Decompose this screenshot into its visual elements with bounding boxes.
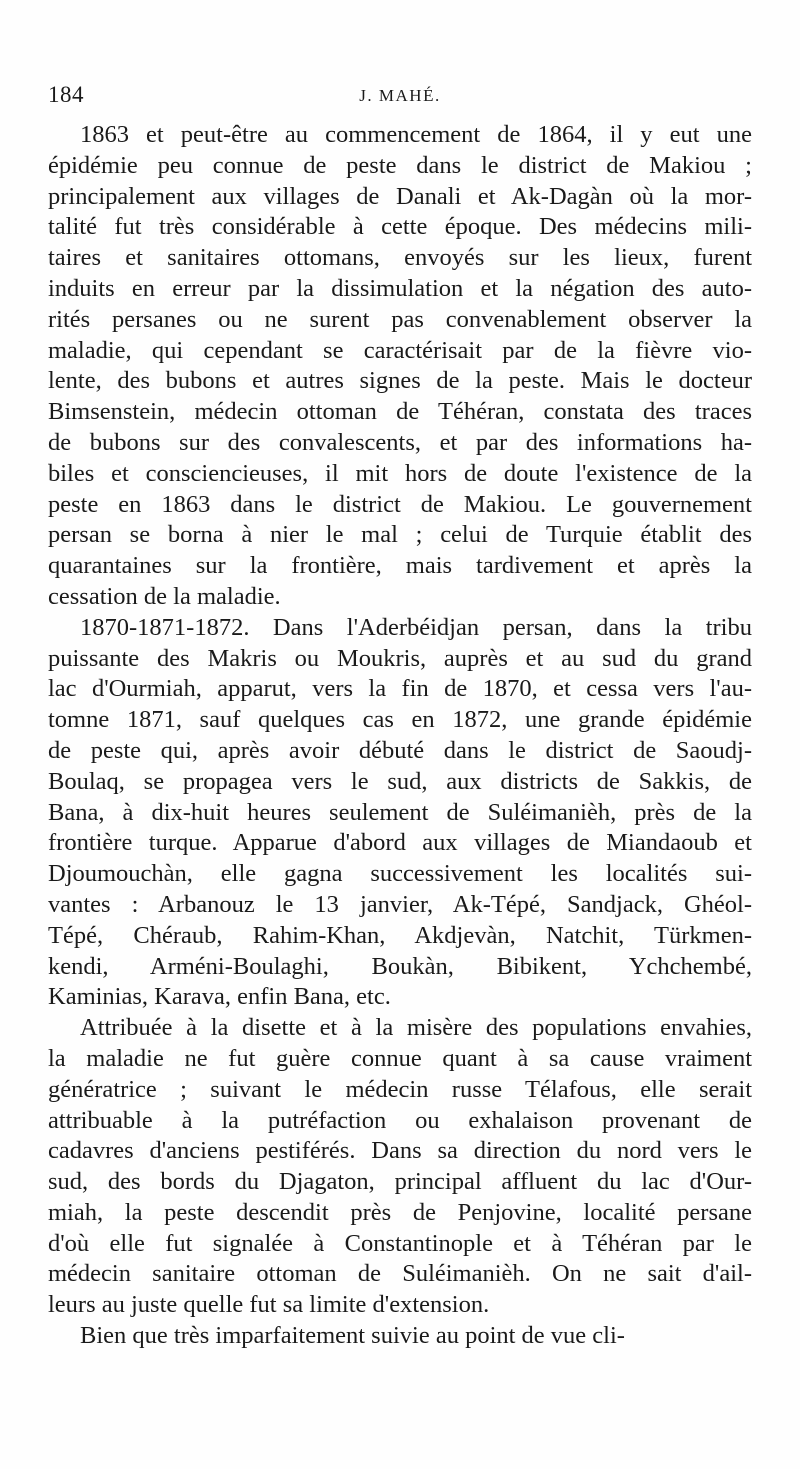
text-line: Djoumouchàn, elle gagna successivement les localités sui- [48, 860, 752, 888]
body-text [48, 120, 752, 1352]
text-line: Bimsenstein, médecin ottoman de Téhéran, constata des traces [48, 398, 752, 426]
text-line: Bana, à dix-huit heures seulement de Suléimanièh, près de la [48, 798, 752, 826]
page-number: 184 [48, 82, 84, 107]
text-line: cadavres d'anciens pestiférés. Dans sa direction du nord vers le [48, 1137, 752, 1165]
text-line: miah, la peste descendit près de Penjovine, localité persane [48, 1198, 752, 1226]
text-line: attribuable à la putréfaction ou exhalaison provenant de [48, 1106, 752, 1134]
text-line: tomne 1871, sauf quelques cas en 1872, une grande épidémie [48, 706, 752, 734]
text-line: peste en 1863 dans le district de Makiou. Le gouvernement [48, 490, 752, 518]
text-line: Tépé, Chéraub, Rahim-Khan, Akdjevàn, Natchit, Türkmen- [48, 921, 752, 949]
text-line: frontière turque. Apparue d'abord aux villages de Miandaoub et [48, 829, 752, 857]
text-line: puissante des Makris ou Moukris, auprès et au sud du grand [48, 644, 752, 672]
text-line: talité fut très considérable à cette époque. Des médecins mili- [48, 213, 752, 241]
text-line: 1870-1871-1872. Dans l'Aderbéidjan persan, dans la tribu [80, 613, 752, 641]
paragraph [48, 613, 752, 1013]
text-line: sud, des bords du Djagaton, principal affluent du lac d'Our- [48, 1168, 752, 1196]
text-line: épidémie peu connue de peste dans le district de Makiou ; [48, 151, 752, 179]
text-line: taires et sanitaires ottomans, envoyés sur les lieux, furent [48, 244, 752, 272]
text-line: persan se borna à nier le mal ; celui de Turquie établit des [48, 521, 752, 549]
text-line: la maladie ne fut guère connue quant à sa cause vraiment [48, 1044, 752, 1072]
text-line: de bubons sur des convalescents, et par des informations ha- [48, 428, 752, 456]
text-line: biles et consciencieuses, il mit hors de doute l'existence de la [48, 459, 752, 487]
paragraph [48, 1013, 752, 1321]
text-line: kendi, Arméni-Boulaghi, Boukàn, Bibikent, Ychchembé, [48, 952, 752, 980]
text-line: Boulaq, se propagea vers le sud, aux districts de Sakkis, de [48, 767, 752, 795]
text-line: maladie, qui cependant se caractérisait par de la fièvre vio- [48, 336, 752, 364]
text-line: d'où elle fut signalée à Constantinople et à Téhéran par le [48, 1229, 752, 1257]
running-title: J. MAHÉ. [359, 86, 441, 105]
text-line: Bien que très imparfaitement suivie au point de vue cli- [80, 1322, 625, 1350]
text-line: cessation de la maladie. [48, 582, 281, 610]
text-line: rités persanes ou ne surent pas convenablement observer la [48, 305, 752, 333]
text-line: induits en erreur par la dissimulation et la négation des auto- [48, 274, 752, 302]
text-line: médecin sanitaire ottoman de Suléimanièh. On ne sait d'ail- [48, 1260, 752, 1288]
text-line: 1863 et peut-être au commencement de 1864, il y eut une [80, 121, 752, 148]
paragraph [48, 1321, 752, 1352]
paragraph [48, 120, 752, 613]
text-line: leurs au juste quelle fut sa limite d'extension. [48, 1291, 490, 1319]
running-head [48, 82, 752, 112]
text-line: quarantaines sur la frontière, mais tardivement et après la [48, 552, 752, 580]
text-line: Attribuée à la disette et à la misère des populations envahies, [80, 1014, 752, 1042]
text-line: vantes : Arbanouz le 13 janvier, Ak-Tépé, Sandjack, Ghéol- [48, 890, 752, 918]
text-line: génératrice ; suivant le médecin russe Télafous, elle serait [48, 1075, 752, 1103]
text-line: de peste qui, après avoir débuté dans le district de Saoudj- [48, 736, 752, 764]
text-line: lac d'Ourmiah, apparut, vers la fin de 1870, et cessa vers l'au- [48, 675, 752, 703]
text-line: Kaminias, Karava, enfin Bana, etc. [48, 983, 391, 1011]
text-line: principalement aux villages de Danali et Ak-Dagàn où la mor- [48, 182, 752, 210]
text-line: lente, des bubons et autres signes de la peste. Mais le docteur [48, 367, 752, 395]
